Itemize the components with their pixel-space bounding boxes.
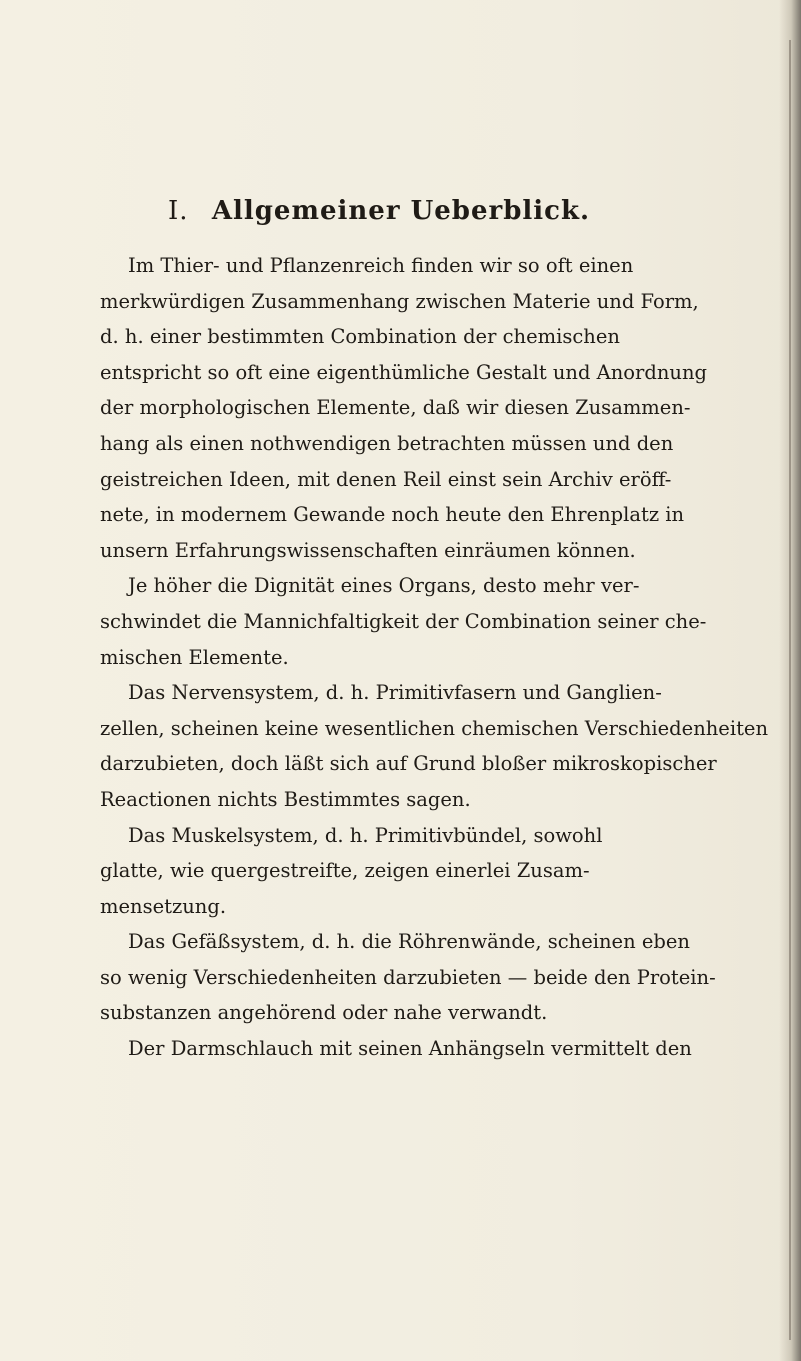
section-heading (168, 196, 688, 226)
text-line: entspricht so oft eine eigenthümliche Gestalt und Anordnung (100, 360, 708, 384)
text-line: Im Thier- und Pflanzenreich finden wir so oft einen (128, 254, 634, 277)
text-line: d. h. einer bestimmten Combination der chemischen (100, 325, 620, 349)
text-line: Reactionen nichts Bestimmtes sagen. (100, 787, 471, 811)
body-text (100, 248, 769, 1067)
text-line: hang als einen nothwendigen betrachten müssen und den (100, 431, 674, 455)
text-line: mensetzung. (100, 894, 227, 918)
text-line: geistreichen Ideen, mit denen Reil einst sein Archiv eröff- (100, 467, 672, 491)
text-line: unsern Erfahrungswissenschaften einräumen können. (100, 538, 636, 562)
text-line: Der Darmschlauch mit seinen Anhängseln vermittelt den (128, 1037, 692, 1061)
text-line: zellen, scheinen keine wesentlichen chemischen Verschiedenheiten (100, 716, 769, 740)
text-line: Das Muskelsystem, d. h. Primitivbündel, sowohl (128, 823, 603, 847)
text-line: substanzen angehörend oder nahe verwandt. (100, 1001, 548, 1025)
text-line: nete, in modernem Gewande noch heute den Ehrenplatz in (100, 503, 685, 527)
text-line: der morphologischen Elemente, daß wir diesen Zusammen- (100, 396, 691, 420)
section-title: Allgemeiner Ueberblick. (211, 196, 591, 226)
text-line: merkwürdigen Zusammenhang zwischen Materie und Form, (100, 289, 699, 313)
text-line: darzubieten, doch läßt sich auf Grund bloßer mikroskopischer (100, 752, 717, 776)
page-edge-line (789, 40, 791, 1340)
text-line: mischen Elemente. (100, 645, 289, 669)
section-number: I. (168, 196, 189, 226)
text-line: glatte, wie quergestreifte, zeigen einerlei Zusam- (100, 859, 590, 883)
text-line: so wenig Verschiedenheiten darzubieten — beide den Protein- (100, 965, 716, 989)
text-line: Das Gefäßsystem, d. h. die Röhrenwände, scheinen eben (128, 930, 690, 954)
text-line: Je höher die Dignität eines Organs, desto mehr ver- (128, 574, 640, 598)
text-line: schwindet die Mannichfaltigkeit der Combination seiner che- (100, 609, 707, 633)
text-line: Das Nervensystem, d. h. Primitivfasern und Ganglien- (128, 681, 662, 705)
